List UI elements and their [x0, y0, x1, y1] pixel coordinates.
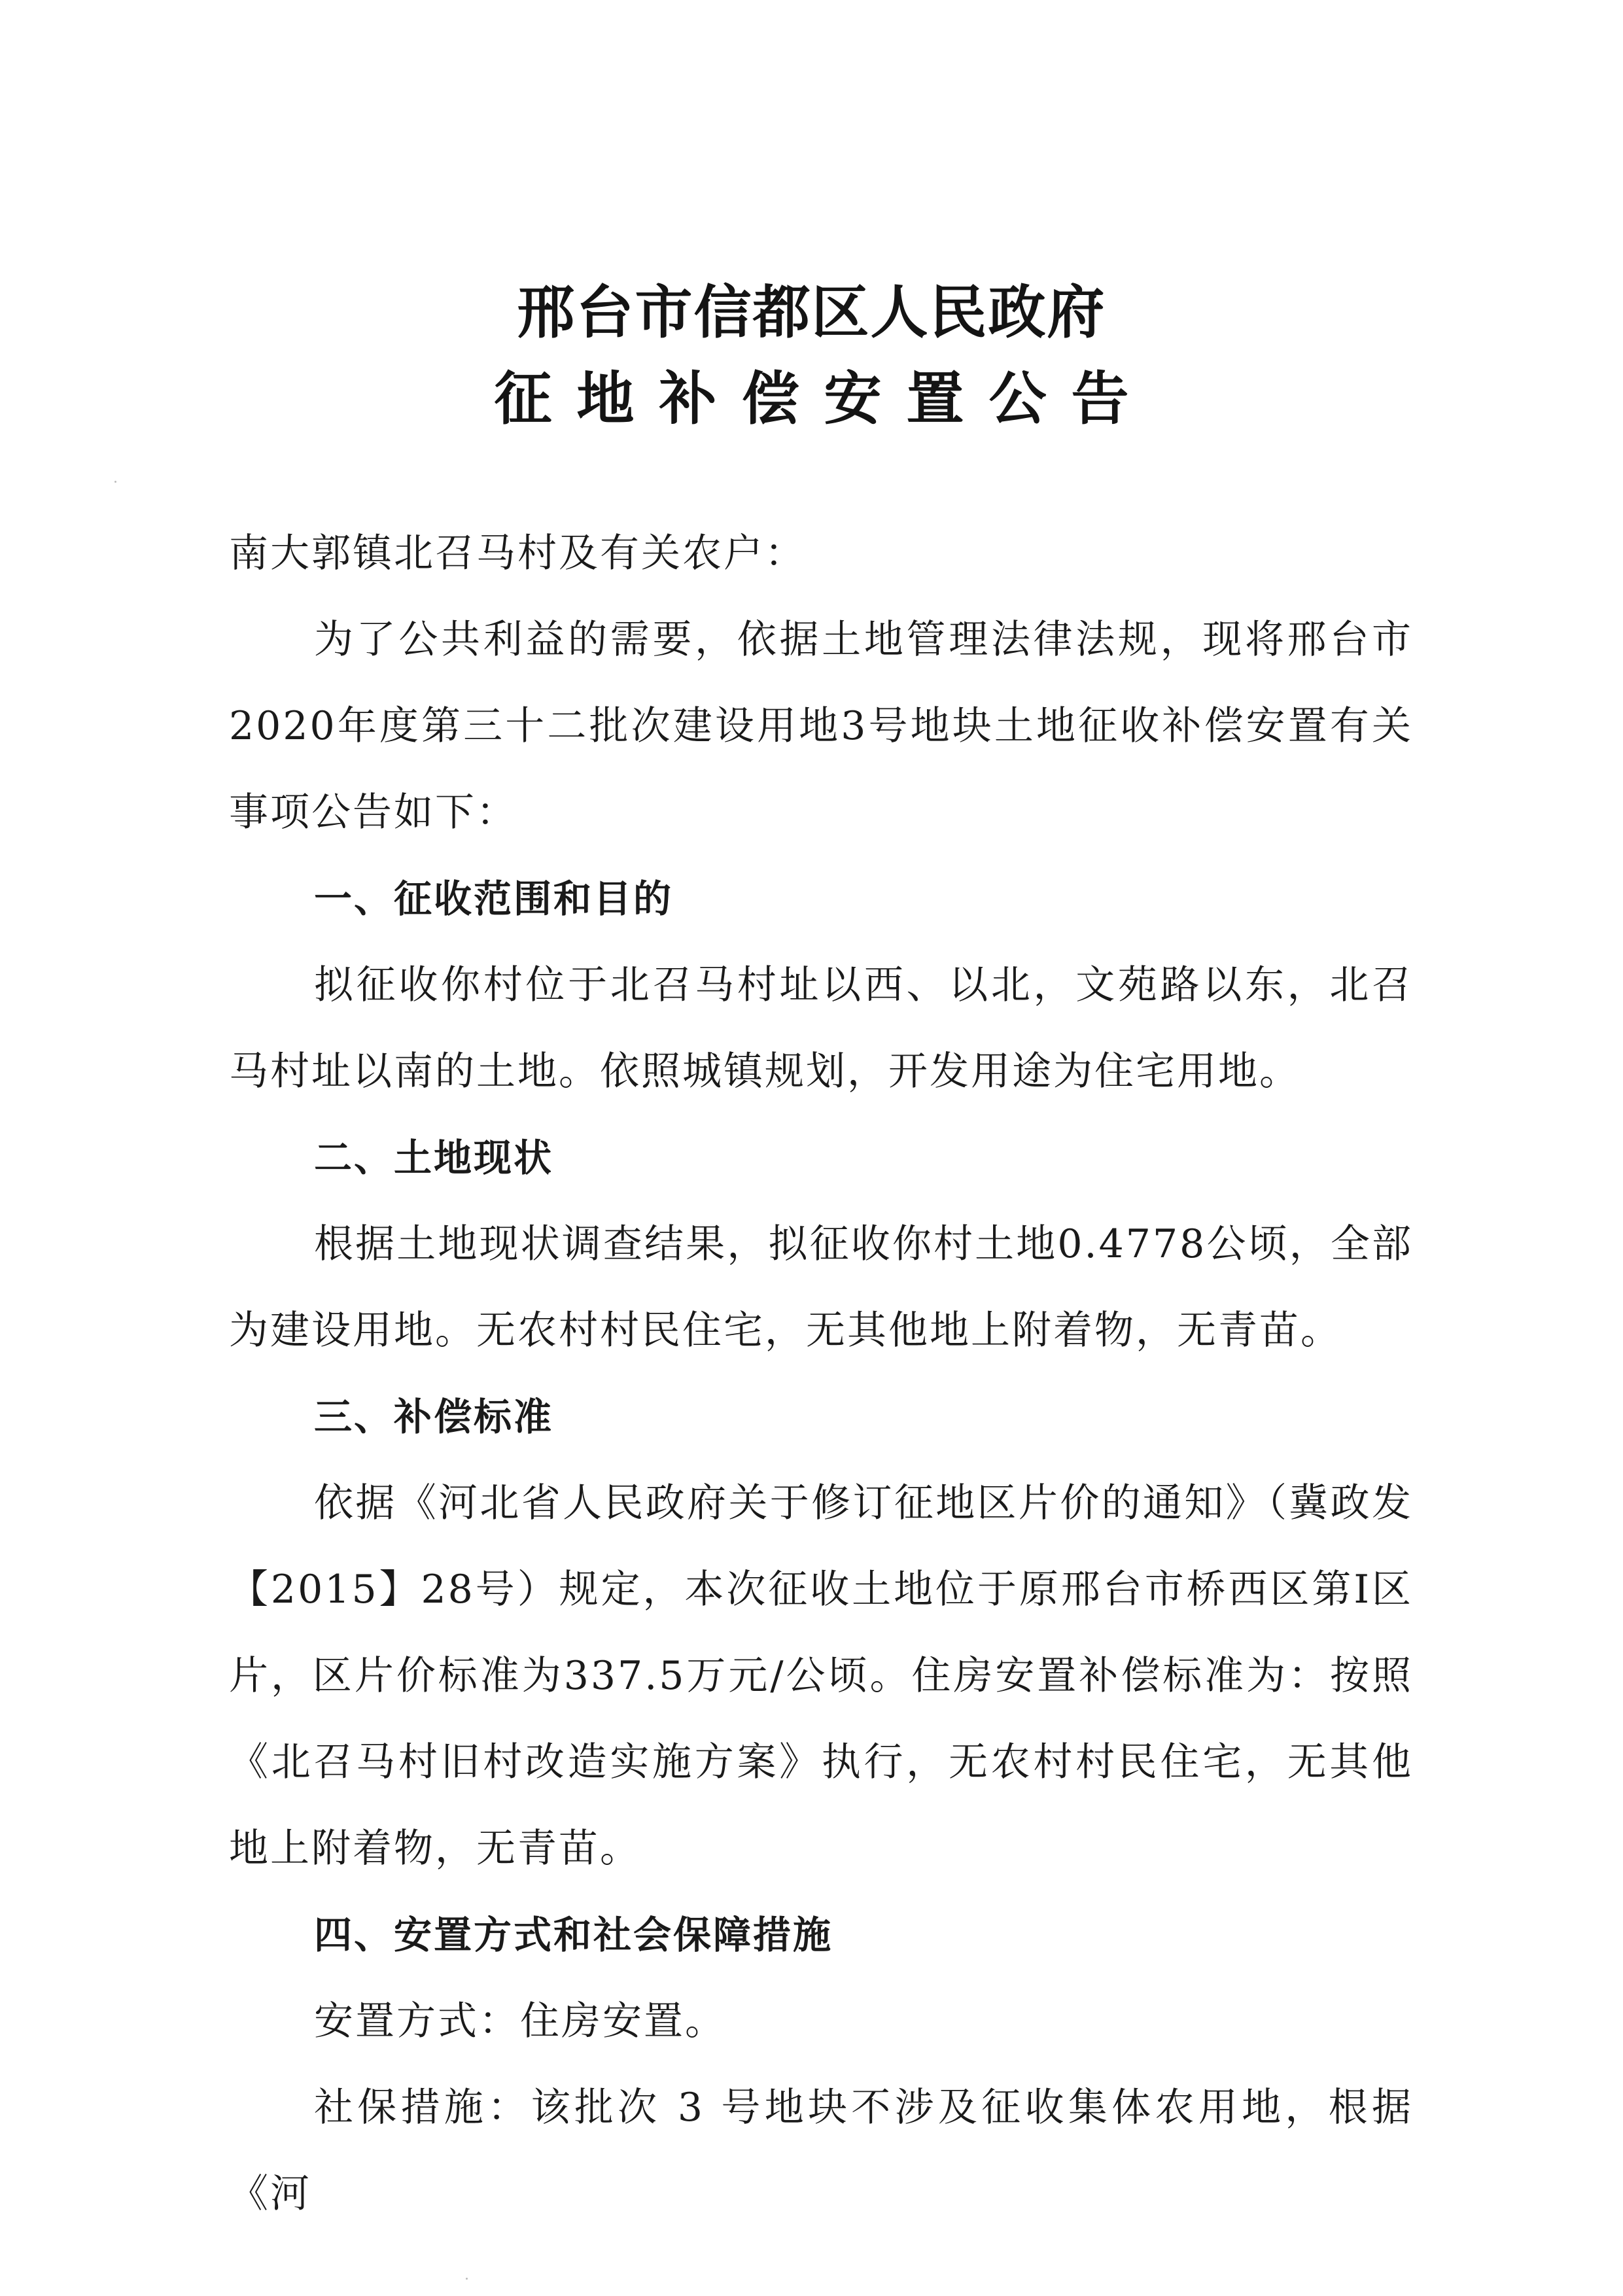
section-heading-1: 一、征收范围和目的 [314, 877, 674, 921]
document-body [229, 510, 1413, 2237]
section-4-paragraph-2: 社保措施：该批次 3 号地块不涉及征收集体农用地，根据《河 [229, 2085, 1413, 2217]
intro-paragraph: 为了公共利益的需要，依据土地管理法律法规，现将邢台市2020年度第三十二批次建设用地3号地块土地征收补偿安置有关事项公告如下： [229, 617, 1413, 835]
section-heading-4: 四、安置方式和社会保障措施 [314, 1913, 833, 1957]
salutation: 南大郭镇北召马村及有关农户： [229, 531, 806, 576]
scan-speck [466, 2278, 468, 2280]
section-heading-3: 三、补偿标准 [314, 1395, 554, 1439]
section-3-paragraph: 依据《河北省人民政府关于修订征地区片价的通知》（冀政发【2015】28号）规定，本次征收土地位于原邢台市桥西区第Ⅰ区片，区片价标准为337.5万元/公顷。住房安置补偿标准为：按照《北召马村旧村改造实施方案》执行，无农村村民住宅，无其他地上附着物，无青苗。 [229, 1480, 1413, 1871]
section-heading-2: 二、土地现状 [314, 1136, 554, 1180]
document-title-line-1: 邢台市信都区人民政府 [517, 278, 1106, 346]
document-title-line-2: 征地补偿安置公告 [494, 364, 1154, 432]
section-4-paragraph-1: 安置方式：住房安置。 [314, 1998, 726, 2044]
scan-speck [114, 481, 116, 483]
section-1-paragraph: 拟征收你村位于北召马村址以西、以北，文苑路以东，北召马村址以南的土地。依照城镇规划，开发用途为住宅用地。 [229, 962, 1413, 1094]
section-2-paragraph: 根据土地现状调查结果，拟征收你村土地0.4778公顷，全部为建设用地。无农村村民住宅，无其他地上附着物，无青苗。 [229, 1221, 1413, 1353]
